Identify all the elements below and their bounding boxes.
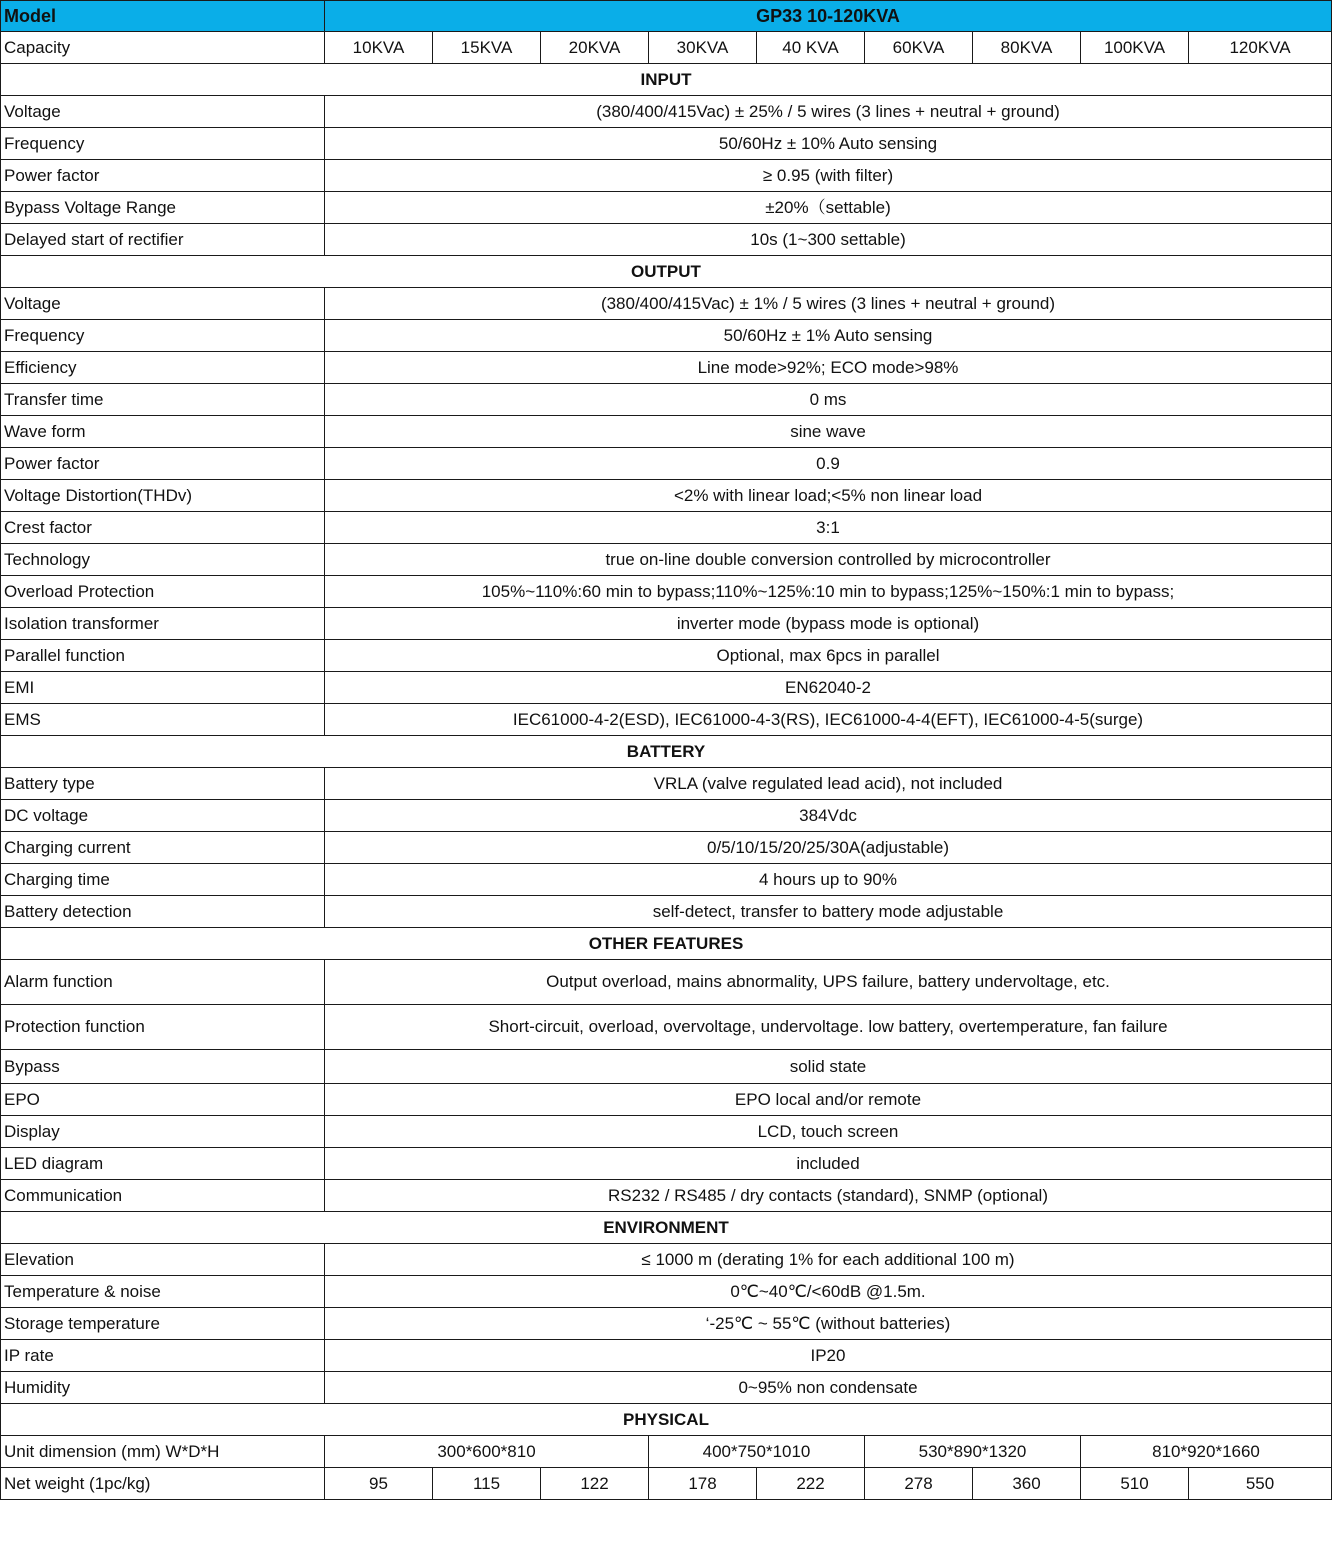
spec-row <box>1 1244 1332 1276</box>
section-battery <box>1 736 1332 768</box>
weight-cell: 95 <box>325 1468 433 1500</box>
spec-row <box>1 416 1332 448</box>
spec-value: <2% with linear load;<5% non linear load <box>325 480 1332 512</box>
spec-label: Bypass Voltage Range <box>1 192 325 224</box>
weight-cell: 510 <box>1081 1468 1189 1500</box>
spec-label: Battery detection <box>1 896 325 928</box>
spec-label: Charging time <box>1 864 325 896</box>
spec-row <box>1 672 1332 704</box>
spec-label: Protection function <box>1 1005 325 1050</box>
dimension-cell: 810*920*1660 <box>1081 1436 1332 1468</box>
spec-value: RS232 / RS485 / dry contacts (standard), SNMP (optional) <box>325 1180 1332 1212</box>
section-output <box>1 256 1332 288</box>
spec-value: self-detect, transfer to battery mode adjustable <box>325 896 1332 928</box>
spec-label: Parallel function <box>1 640 325 672</box>
spec-value: EPO local and/or remote <box>325 1084 1332 1116</box>
capacity-cell: 100KVA <box>1081 32 1189 64</box>
spec-label: Efficiency <box>1 352 325 384</box>
weight-cell: 278 <box>865 1468 973 1500</box>
spec-value: solid state <box>325 1050 1332 1084</box>
spec-value: true on-line double conversion controlled by microcontroller <box>325 544 1332 576</box>
spec-label: Elevation <box>1 1244 325 1276</box>
spec-value: Output overload, mains abnormality, UPS failure, battery undervoltage, etc. <box>325 960 1332 1005</box>
spec-row <box>1 320 1332 352</box>
spec-row <box>1 1050 1332 1084</box>
spec-value: sine wave <box>325 416 1332 448</box>
spec-row <box>1 1308 1332 1340</box>
spec-row <box>1 288 1332 320</box>
dimension-label: Unit dimension (mm) W*D*H <box>1 1436 325 1468</box>
weight-label: Net weight (1pc/kg) <box>1 1468 325 1500</box>
capacity-cell: 80KVA <box>973 32 1081 64</box>
spec-label: DC voltage <box>1 800 325 832</box>
spec-value: 4 hours up to 90% <box>325 864 1332 896</box>
spec-row <box>1 1084 1332 1116</box>
spec-row <box>1 1148 1332 1180</box>
spec-label: Voltage <box>1 288 325 320</box>
spec-row <box>1 480 1332 512</box>
spec-label: Battery type <box>1 768 325 800</box>
spec-label: Communication <box>1 1180 325 1212</box>
spec-value: Optional, max 6pcs in parallel <box>325 640 1332 672</box>
spec-value: 50/60Hz ± 1% Auto sensing <box>325 320 1332 352</box>
spec-value: inverter mode (bypass mode is optional) <box>325 608 1332 640</box>
spec-label: Bypass <box>1 1050 325 1084</box>
spec-label: Power factor <box>1 448 325 480</box>
spec-row <box>1 352 1332 384</box>
spec-value: EN62040-2 <box>325 672 1332 704</box>
spec-row <box>1 640 1332 672</box>
spec-value: ≥ 0.95 (with filter) <box>325 160 1332 192</box>
dimension-row <box>1 1436 1332 1468</box>
spec-row <box>1 1372 1332 1404</box>
spec-value: IEC61000-4-2(ESD), IEC61000-4-3(RS), IEC61000-4-4(EFT), IEC61000-4-5(surge) <box>325 704 1332 736</box>
spec-row <box>1 1340 1332 1372</box>
spec-value: 3:1 <box>325 512 1332 544</box>
spec-value: VRLA (valve regulated lead acid), not included <box>325 768 1332 800</box>
spec-row <box>1 224 1332 256</box>
spec-label: Charging current <box>1 832 325 864</box>
spec-label: EPO <box>1 1084 325 1116</box>
capacity-cell: 120KVA <box>1189 32 1332 64</box>
spec-label: EMI <box>1 672 325 704</box>
capacity-cell: 60KVA <box>865 32 973 64</box>
spec-row <box>1 704 1332 736</box>
capacity-cell: 10KVA <box>325 32 433 64</box>
spec-label: Technology <box>1 544 325 576</box>
spec-label: Voltage Distortion(THDv) <box>1 480 325 512</box>
weight-cell: 550 <box>1189 1468 1332 1500</box>
spec-label: Wave form <box>1 416 325 448</box>
capacity-cell: 20KVA <box>541 32 649 64</box>
spec-row <box>1 576 1332 608</box>
spec-row <box>1 192 1332 224</box>
spec-value: ≤ 1000 m (derating 1% for each additional 100 m) <box>325 1244 1332 1276</box>
spec-value: (380/400/415Vac) ± 25% / 5 wires (3 lines + neutral + ground) <box>325 96 1332 128</box>
spec-label: Power factor <box>1 160 325 192</box>
spec-label: Storage temperature <box>1 1308 325 1340</box>
spec-row <box>1 1180 1332 1212</box>
spec-label: Overload Protection <box>1 576 325 608</box>
spec-label: Display <box>1 1116 325 1148</box>
spec-value: LCD, touch screen <box>325 1116 1332 1148</box>
weight-cell: 360 <box>973 1468 1081 1500</box>
spec-row <box>1 896 1332 928</box>
spec-label: LED diagram <box>1 1148 325 1180</box>
spec-label: EMS <box>1 704 325 736</box>
dimension-cell: 530*890*1320 <box>865 1436 1081 1468</box>
spec-value: 0℃~40℃/<60dB @1.5m. <box>325 1276 1332 1308</box>
capacity-cell: 40 KVA <box>757 32 865 64</box>
spec-label: Alarm function <box>1 960 325 1005</box>
spec-value: Short-circuit, overload, overvoltage, undervoltage. low battery, overtemperature, fan failure <box>325 1005 1332 1050</box>
spec-row <box>1 768 1332 800</box>
dimension-cell: 400*750*1010 <box>649 1436 865 1468</box>
spec-row <box>1 608 1332 640</box>
section-title: OTHER FEATURES <box>1 928 1332 960</box>
spec-row <box>1 128 1332 160</box>
spec-value: 105%~110%:60 min to bypass;110%~125%:10 min to bypass;125%~150%:1 min to bypass; <box>325 576 1332 608</box>
section-title: ENVIRONMENT <box>1 1212 1332 1244</box>
spec-row <box>1 160 1332 192</box>
spec-value: Line mode>92%; ECO mode>98% <box>325 352 1332 384</box>
capacity-cell: 30KVA <box>649 32 757 64</box>
spec-value: 0~95% non condensate <box>325 1372 1332 1404</box>
spec-row <box>1 544 1332 576</box>
section-physical <box>1 1404 1332 1436</box>
spec-row <box>1 832 1332 864</box>
spec-row <box>1 960 1332 1005</box>
spec-value: 0 ms <box>325 384 1332 416</box>
spec-label: Voltage <box>1 96 325 128</box>
model-label: Model <box>1 1 325 32</box>
spec-value: 50/60Hz ± 10% Auto sensing <box>325 128 1332 160</box>
spec-row <box>1 1005 1332 1050</box>
spec-label: Frequency <box>1 128 325 160</box>
weight-cell: 115 <box>433 1468 541 1500</box>
spec-value: 10s (1~300 settable) <box>325 224 1332 256</box>
spec-row <box>1 512 1332 544</box>
section-title: INPUT <box>1 64 1332 96</box>
section-input <box>1 64 1332 96</box>
spec-row <box>1 1276 1332 1308</box>
spec-row <box>1 96 1332 128</box>
spec-label: IP rate <box>1 1340 325 1372</box>
spec-value: ‘-25℃ ~ 55℃ (without batteries) <box>325 1308 1332 1340</box>
spec-label: Frequency <box>1 320 325 352</box>
spec-row <box>1 384 1332 416</box>
model-value: GP33 10-120KVA <box>325 1 1332 32</box>
spec-row <box>1 448 1332 480</box>
section-other-features <box>1 928 1332 960</box>
spec-row <box>1 1116 1332 1148</box>
spec-label: Isolation transformer <box>1 608 325 640</box>
dimension-cell: 300*600*810 <box>325 1436 649 1468</box>
spec-label: Transfer time <box>1 384 325 416</box>
spec-row <box>1 864 1332 896</box>
spec-value: ±20%（settable) <box>325 192 1332 224</box>
weight-cell: 178 <box>649 1468 757 1500</box>
spec-label: Humidity <box>1 1372 325 1404</box>
weight-cell: 222 <box>757 1468 865 1500</box>
section-title: BATTERY <box>1 736 1332 768</box>
section-title: PHYSICAL <box>1 1404 1332 1436</box>
weight-cell: 122 <box>541 1468 649 1500</box>
spec-value: 0/5/10/15/20/25/30A(adjustable) <box>325 832 1332 864</box>
weight-row <box>1 1468 1332 1500</box>
section-title: OUTPUT <box>1 256 1332 288</box>
spec-label: Temperature & noise <box>1 1276 325 1308</box>
spec-value: included <box>325 1148 1332 1180</box>
spec-value: 384Vdc <box>325 800 1332 832</box>
spec-value: IP20 <box>325 1340 1332 1372</box>
capacity-cell: 15KVA <box>433 32 541 64</box>
capacity-row <box>1 32 1332 64</box>
capacity-label: Capacity <box>1 32 325 64</box>
section-environment <box>1 1212 1332 1244</box>
spec-value: 0.9 <box>325 448 1332 480</box>
spec-label: Delayed start of rectifier <box>1 224 325 256</box>
spec-label: Crest factor <box>1 512 325 544</box>
spec-row <box>1 800 1332 832</box>
spec-value: (380/400/415Vac) ± 1% / 5 wires (3 lines + neutral + ground) <box>325 288 1332 320</box>
model-row <box>1 1 1332 32</box>
